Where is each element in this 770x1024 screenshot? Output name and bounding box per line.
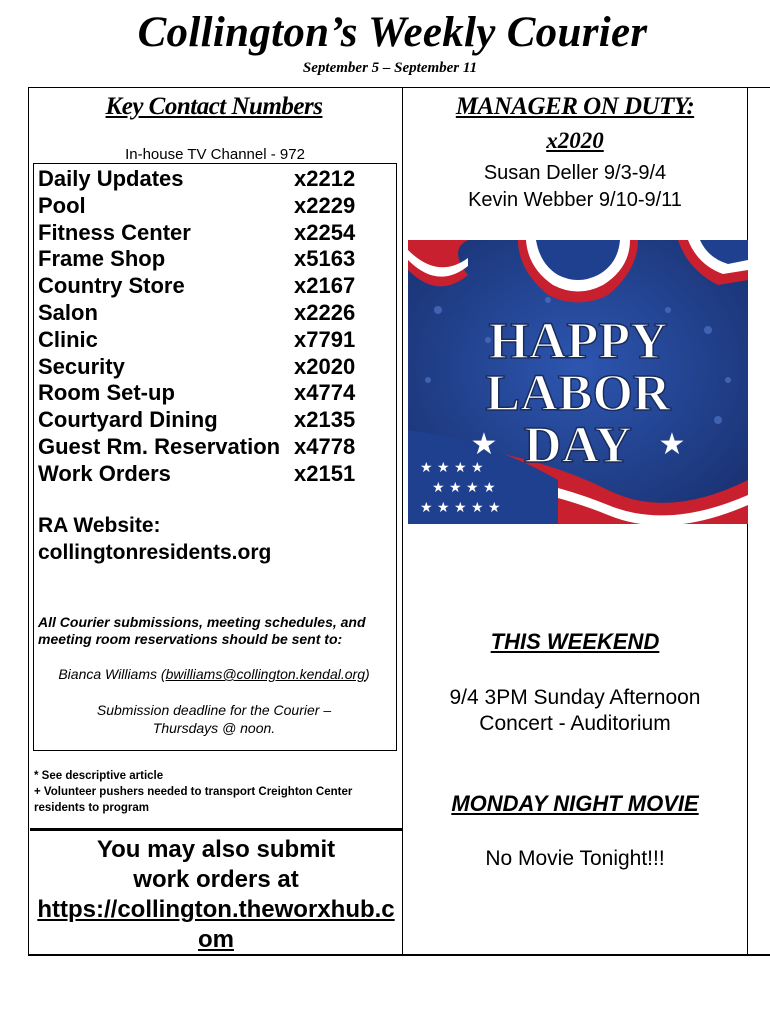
contact-extension: x2226: [294, 299, 356, 325]
contact-row: [38, 220, 368, 247]
contact-name: Clinic: [38, 326, 98, 352]
contact-row: [38, 380, 368, 407]
contact-row: [38, 300, 368, 327]
contact-row: [38, 407, 368, 434]
ra-website-label: RA Website:: [38, 514, 161, 537]
contact-name: Work Orders: [38, 460, 171, 486]
contact-extension: x2167: [294, 273, 356, 299]
contact-row: [38, 273, 368, 300]
contact-box: [33, 163, 397, 751]
contact-row: [38, 327, 368, 354]
work-orders-link[interactable]: https://collington.theworxhub.com: [37, 896, 395, 953]
contact-row: [38, 461, 368, 488]
contact-extension: x2135: [294, 407, 356, 433]
contact-extension: x7791: [294, 326, 356, 352]
star-icon: ★: [658, 427, 686, 462]
tv-channel: In-house TV Channel - 972: [125, 146, 305, 163]
manager-extension: x2020: [546, 128, 604, 153]
banner-day: DAY: [524, 417, 632, 474]
svg-text:★ ★ ★ ★: ★ ★ ★ ★: [420, 460, 484, 476]
contact-person-close: ): [364, 666, 370, 682]
contact-extension: x2020: [294, 353, 356, 379]
contact-name: Country Store: [38, 273, 185, 299]
manager-line-2: Kevin Webber 9/10-9/11: [468, 189, 682, 211]
contact-name: Pool: [38, 192, 86, 218]
svg-text:★ ★ ★ ★: ★ ★ ★ ★: [432, 480, 496, 496]
manager-on-duty-heading: MANAGER ON DUTY:: [455, 93, 695, 120]
contact-name: Salon: [38, 299, 98, 325]
submission-deadline: Submission deadline for the Courier – Thursdays @ noon.: [96, 702, 332, 736]
contact-extension: x2212: [294, 166, 356, 191]
labor-day-banner-graphic: [408, 240, 748, 524]
contact-row: [38, 166, 368, 193]
contact-extension: x2229: [294, 192, 356, 218]
contact-row: [38, 354, 368, 381]
contact-extension: x5163: [294, 246, 356, 272]
contact-extension: x2254: [294, 219, 356, 245]
submission-contact: [34, 666, 394, 682]
svg-text:★ ★ ★ ★ ★: ★ ★ ★ ★ ★: [420, 500, 501, 516]
contacts-heading: Key Contact Numbers: [105, 93, 323, 120]
contact-row: [38, 434, 368, 461]
footnote-article: * See descriptive article: [34, 770, 164, 782]
contact-person-name: Bianca Williams (: [58, 666, 166, 682]
contact-name: Fitness Center: [38, 219, 191, 245]
contact-list: [38, 166, 368, 488]
manager-line-1: Susan Deller 9/3-9/4: [483, 162, 667, 184]
contact-extension: x4774: [294, 380, 356, 406]
movie-heading: MONDAY NIGHT MOVIE: [451, 791, 699, 816]
contact-name: Courtyard Dining: [38, 407, 218, 433]
this-weekend-event: 9/4 3PM Sunday Afternoon Concert - Auditorium: [449, 686, 701, 735]
footnote-volunteer: + Volunteer pushers needed to transport Creighton Center residents to program: [34, 786, 353, 814]
frame-left: [28, 87, 29, 956]
contact-row: [38, 246, 368, 273]
contact-name: Security: [38, 353, 125, 379]
star-icon: ★: [470, 427, 498, 462]
contact-name: Room Set-up: [38, 380, 175, 406]
ra-website-url[interactable]: collingtonresidents.org: [38, 541, 272, 564]
labor-day-banner: [408, 240, 748, 524]
footnotes: [34, 768, 399, 816]
contact-name: Frame Shop: [38, 246, 166, 272]
contact-row: [38, 193, 368, 220]
contacts-column: [30, 88, 402, 956]
contact-name: Guest Rm. Reservation: [38, 433, 281, 459]
contact-name: Daily Updates: [38, 166, 184, 191]
work-orders-box: [30, 828, 402, 954]
date-range: September 5 – September 11: [302, 60, 478, 76]
contact-email-link[interactable]: bwilliams@collington.kendal.org: [165, 666, 365, 682]
banner-labor: LABOR: [485, 365, 671, 422]
contact-extension: x4778: [294, 433, 356, 459]
this-weekend-heading: THIS WEEKEND: [490, 629, 660, 654]
contact-extension: x2151: [294, 460, 356, 486]
duty-column: [402, 88, 748, 956]
work-orders-text: You may also submit work orders at: [96, 836, 336, 893]
banner-happy: HAPPY: [488, 313, 668, 370]
submission-note: All Courier submissions, meeting schedules, and meeting room reservations should be sent to:: [38, 614, 366, 647]
newsletter-title: Collington’s Weekly Courier: [137, 9, 648, 56]
movie-text: No Movie Tonight!!!: [485, 847, 665, 870]
